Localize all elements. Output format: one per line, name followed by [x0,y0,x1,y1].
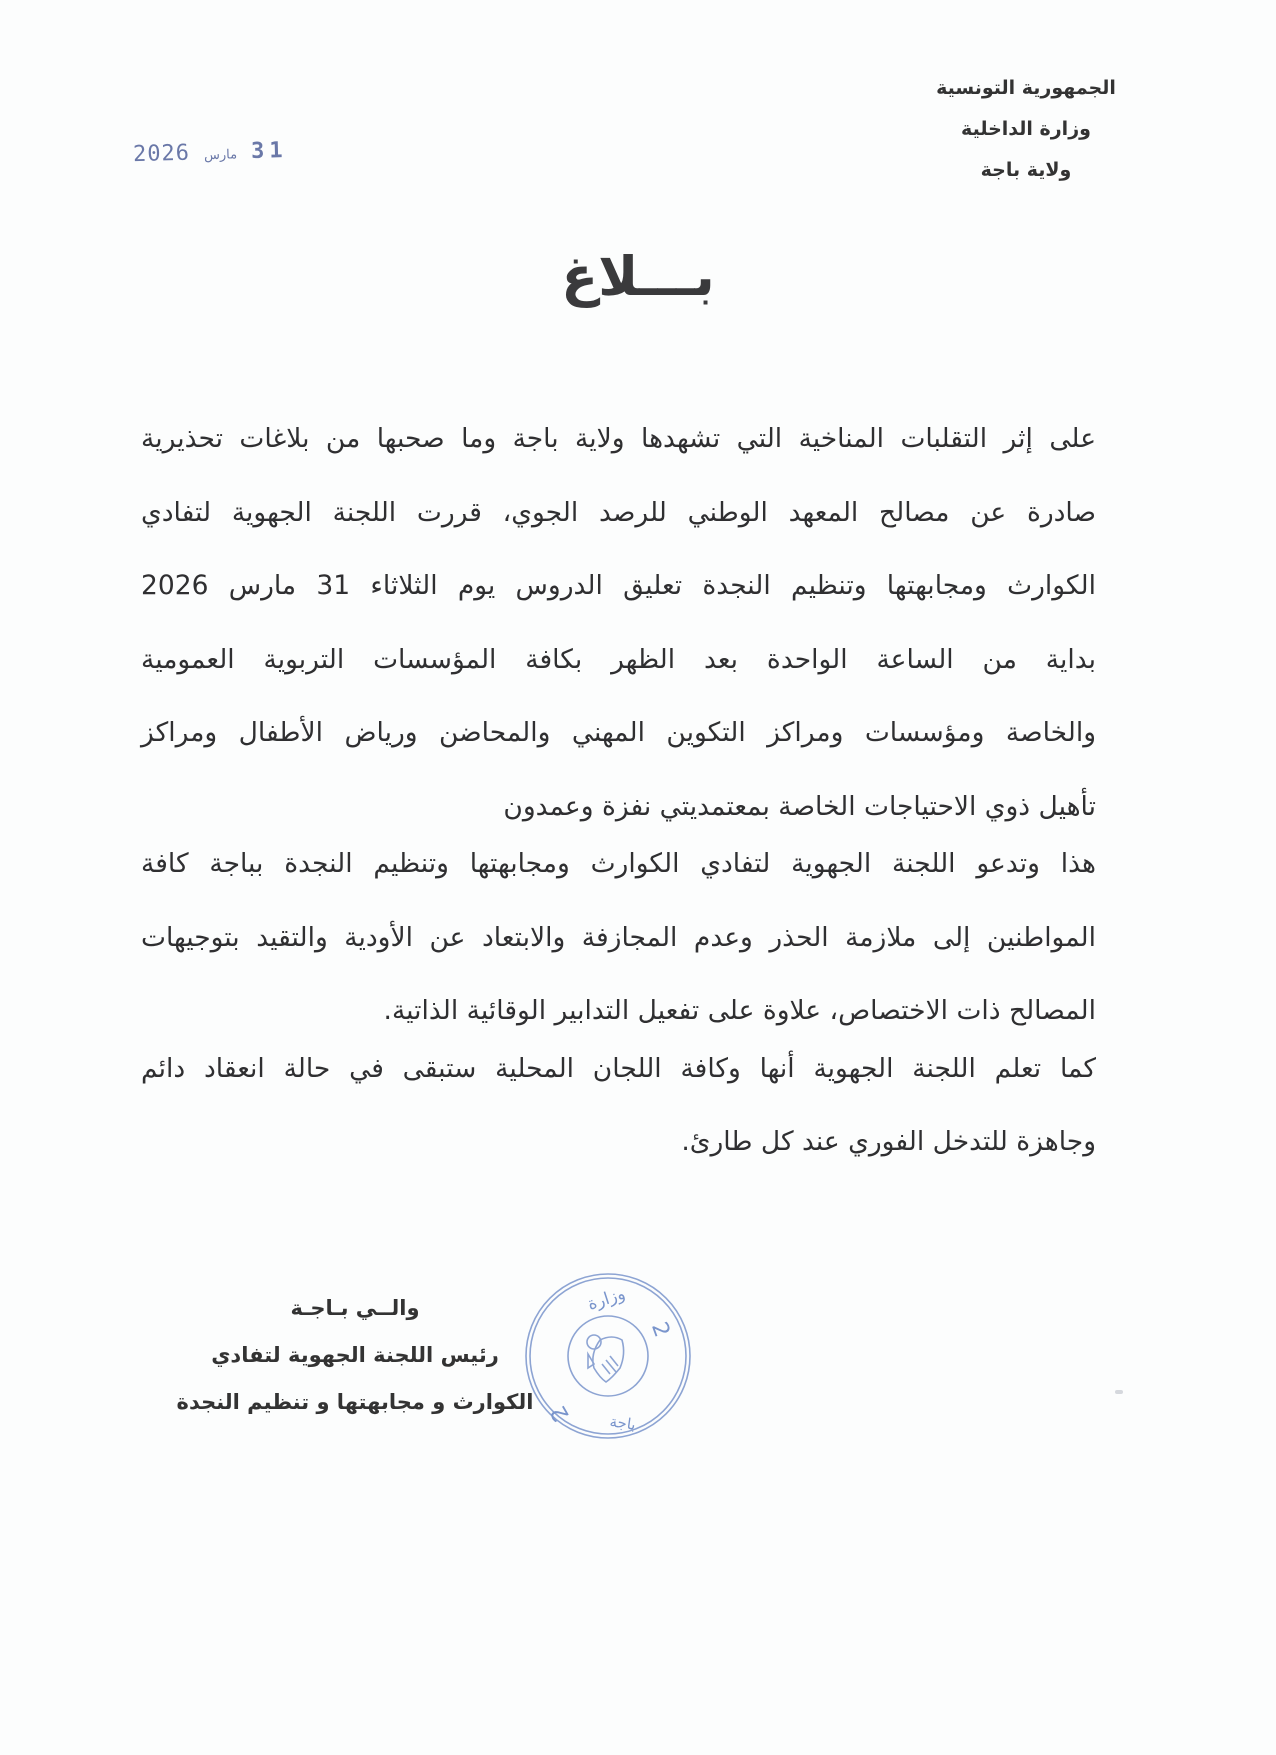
letterhead-ministry: وزارة الداخلية [961,118,1091,140]
letterhead-republic: الجمهورية التونسية [936,77,1116,99]
svg-text:2: 2 [546,1400,575,1426]
body-line: والخاصة ومؤسسات ومراكز التكوين المهني والمحاضن ورياض الأطفال ومراكز [141,717,1096,748]
official-seal [522,1270,694,1442]
date-stamp [133,138,294,167]
seal-inner-ring [568,1316,648,1396]
body-line: على إثر التقلبات المناخية التي تشهدها ولاية باجة وما صحبها من بلاغات تحذيرية [141,423,1096,454]
body-line: هذا وتدعو اللجنة الجهوية لتفادي الكوارث ومجابهتها وتنظيم النجدة بباجة كافة [141,848,1096,879]
letterhead-governorate: ولاية باجة [980,159,1072,181]
letterhead [906,68,1146,191]
date-stamp-year: 2026 [132,140,191,168]
date-stamp-day: 31 [250,138,288,164]
announcement-body [141,410,1096,1187]
svg-text:2: 2 [645,1318,675,1341]
body-line: وجاهزة للتدخل الفوري عند كل طارئ. [681,1126,1096,1157]
signature-title: والــي بـاجـة [290,1296,420,1320]
document-title: بـــلاغ [561,245,715,308]
body-line: صادرة عن مصالح المعهد الوطني للرصد الجوي، قررت اللجنة الجهوية لتفادي [141,496,1096,528]
body-line: الكوارث ومجابهتها وتنظيم النجدة تعليق الدروس يوم الثلاثاء 31 مارس 2026 [141,570,1096,601]
body-line: بداية من الساعة الواحدة بعد الظهر بكافة المؤسسات التربوية العمومية [141,643,1096,675]
body-line: المواطنين إلى ملازمة الحذر وعدم المجازفة والابتعاد عن الأودية والتقيد بتوجيهات [141,921,1096,953]
signature-role-line2: الكوارث و مجابهتها و تنظيم النجدة [176,1390,534,1414]
svg-text:باجة: باجة [608,1412,637,1434]
body-line: المصالح ذات الاختصاص، علاوة على تفعيل التدابير الوقائية الذاتية. [383,995,1096,1026]
body-line: تأهيل ذوي الاحتياجات الخاصة بمعتمديتي نفزة وعمدون [503,790,1096,822]
body-line: كما تعلم اللجنة الجهوية أنها وكافة اللجان المحلية ستبقى في حالة انعقاد دائم [141,1052,1096,1084]
scan-speck [1115,1390,1123,1394]
seal-emblem-icon [593,1337,624,1382]
signature-role-line1: رئيس اللجنة الجهوية لتفادي [211,1343,499,1367]
signature-block [160,1285,550,1426]
svg-text:وزارة: وزارة [585,1283,628,1315]
date-stamp-month: مارس [203,147,238,164]
